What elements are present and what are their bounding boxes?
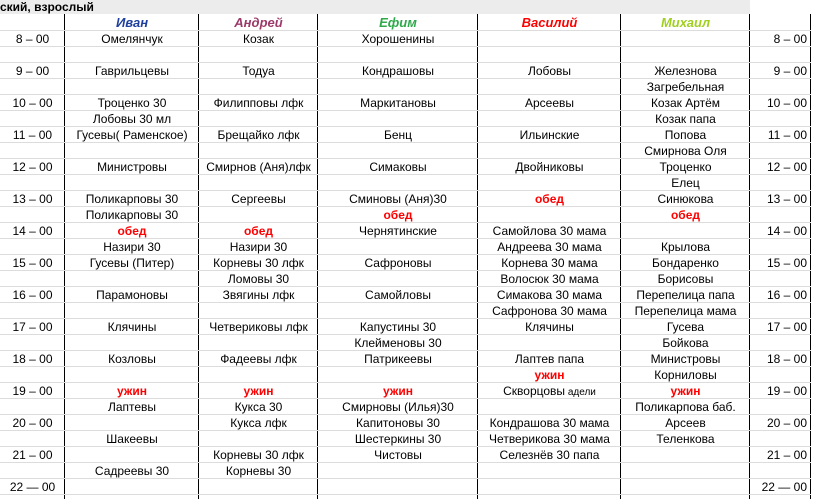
- schedule-cell[interactable]: Ильинские: [519, 128, 580, 142]
- row-divider: [0, 478, 811, 479]
- row-divider: [0, 366, 811, 367]
- schedule-cell[interactable]: Гусевы (Питер): [89, 256, 175, 270]
- time-cell[interactable]: 22 — 00: [9, 480, 56, 494]
- schedule-cell[interactable]: Симаковы: [369, 160, 427, 174]
- time-cell[interactable]: 16 – 00: [12, 288, 53, 302]
- row-divider: [0, 318, 811, 319]
- schedule-cell[interactable]: Симакова 30 мама: [496, 288, 603, 302]
- schedule-cell[interactable]: Попова: [664, 128, 707, 142]
- time-cell[interactable]: 20 – 00: [12, 416, 53, 430]
- schedule-cell[interactable]: Шестеркины 30: [354, 432, 442, 446]
- schedule-cell[interactable]: Поликарповы 30: [85, 192, 179, 206]
- schedule-cell[interactable]: ужин: [117, 384, 147, 398]
- time-cell[interactable]: 19 – 00: [766, 384, 807, 398]
- schedule-cell[interactable]: Бенц: [383, 128, 413, 142]
- schedule-cell[interactable]: Ломовы 30: [227, 272, 290, 286]
- column-divider: [620, 14, 621, 499]
- time-cell[interactable]: 9 – 00: [15, 64, 50, 78]
- schedule-cell[interactable]: Селезнёв 30 папа: [499, 448, 600, 462]
- schedule-cell[interactable]: Смирновы (Илья)30: [342, 400, 454, 414]
- schedule-cell[interactable]: обед: [534, 192, 565, 206]
- row-divider: [0, 238, 811, 239]
- schedule-cell[interactable]: Двойниковы: [515, 160, 584, 174]
- time-cell[interactable]: 22 — 00: [761, 480, 807, 494]
- time-cell[interactable]: 21 – 00: [12, 448, 53, 462]
- row-divider: [0, 78, 811, 79]
- schedule-cell[interactable]: Козак папа: [655, 112, 716, 126]
- schedule-cell[interactable]: ужин: [383, 384, 413, 398]
- column-divider: [317, 14, 318, 499]
- schedule-cell[interactable]: Лобовы: [527, 64, 572, 78]
- schedule-cell[interactable]: Смирнова Оля: [644, 144, 727, 158]
- time-cell[interactable]: 17 – 00: [12, 320, 53, 334]
- schedule-cell[interactable]: Парамоновы: [96, 288, 168, 302]
- schedule-cell[interactable]: Крылова: [660, 240, 710, 254]
- row-divider: [0, 286, 811, 287]
- row-divider: [0, 334, 811, 335]
- schedule-cell[interactable]: обед: [383, 208, 413, 222]
- schedule-cell[interactable]: Перепелица мама: [634, 304, 737, 318]
- schedule-cell[interactable]: ужин: [243, 384, 274, 398]
- schedule-cell[interactable]: Садреевы 30: [94, 464, 170, 478]
- schedule-cell[interactable]: Хорошенины: [361, 32, 435, 46]
- column-divider: [749, 14, 750, 499]
- schedule-cell[interactable]: Загребельная: [646, 80, 725, 94]
- schedule-cell[interactable]: Волосюк 30 мама: [500, 272, 599, 286]
- schedule-cell[interactable]: Самойлова 30 мама: [492, 224, 607, 238]
- column-header: Иван: [115, 15, 149, 30]
- schedule-cell[interactable]: Арсеев: [665, 416, 706, 430]
- cell-note: адели: [565, 387, 596, 398]
- time-cell[interactable]: 19 – 00: [12, 384, 53, 398]
- column-divider: [810, 14, 811, 499]
- schedule-cell[interactable]: Патрикеевы: [364, 352, 432, 366]
- schedule-cell[interactable]: обед: [117, 224, 147, 238]
- row-divider: [0, 126, 811, 127]
- schedule-cell[interactable]: Кукса лфк: [230, 416, 287, 430]
- schedule-cell[interactable]: Сафроновы: [364, 256, 432, 270]
- schedule-cell[interactable]: Троценко: [659, 160, 712, 174]
- time-cell[interactable]: 18 – 00: [766, 352, 807, 366]
- row-divider: [0, 302, 811, 303]
- schedule-cell[interactable]: Лаптевы: [107, 400, 157, 414]
- row-divider: [0, 206, 811, 207]
- schedule-cell[interactable]: Омелянчук: [101, 32, 163, 46]
- schedule-cell[interactable]: Маркитановы: [360, 96, 436, 110]
- schedule-cell[interactable]: Брещайко лфк: [217, 128, 300, 142]
- schedule-cell[interactable]: Корневы 30: [225, 464, 292, 478]
- schedule-cell[interactable]: Клейменовы 30: [354, 336, 442, 350]
- row-divider: [0, 446, 811, 447]
- schedule-cell[interactable]: Тодуа: [242, 64, 275, 78]
- schedule-cell[interactable]: ужин: [670, 384, 701, 398]
- schedule-cell[interactable]: Козак: [243, 32, 274, 46]
- schedule-cell[interactable]: Козак Артём: [650, 96, 721, 110]
- schedule-cell[interactable]: Бондаренко: [652, 256, 719, 270]
- schedule-cell[interactable]: Корневы 30 лфк: [213, 256, 304, 270]
- schedule-cell[interactable]: Сминовы (Аня)30: [349, 192, 447, 206]
- schedule-cell[interactable]: Андреева 30 мама: [497, 240, 602, 254]
- row-divider: [0, 30, 811, 31]
- schedule-cell[interactable]: Капустины 30: [359, 320, 437, 334]
- time-cell[interactable]: 20 – 00: [766, 416, 807, 430]
- row-divider: [0, 494, 811, 495]
- schedule-cell[interactable]: Синюкова: [657, 192, 714, 206]
- time-cell[interactable]: 15 – 00: [12, 256, 53, 270]
- schedule-cell[interactable]: Гусевы( Раменское): [76, 128, 188, 142]
- schedule-cell[interactable]: Кондрашовы: [362, 64, 434, 78]
- schedule-cell[interactable]: Бойкова: [662, 336, 709, 350]
- schedule-cell[interactable]: Чернятинские: [359, 224, 437, 238]
- column-divider: [198, 14, 199, 499]
- schedule-cell[interactable]: Кондрашова 30 мама: [489, 416, 610, 430]
- schedule-cell[interactable]: Кукса 30: [234, 400, 283, 414]
- row-divider: [0, 398, 811, 399]
- schedule-cell[interactable]: Назири 30: [229, 240, 288, 254]
- row-divider: [0, 270, 811, 271]
- schedule-cell[interactable]: Министровы: [650, 352, 721, 366]
- row-divider: [0, 174, 811, 175]
- schedule-cell[interactable]: Чистовы: [374, 448, 422, 462]
- schedule-cell[interactable]: Железнова: [654, 64, 717, 78]
- schedule-cell[interactable]: Корнева 30 мама: [501, 256, 598, 270]
- schedule-cell[interactable]: Капитоновы 30: [356, 416, 440, 430]
- time-cell[interactable]: 11 – 00: [767, 128, 807, 142]
- time-cell[interactable]: 8 – 00: [15, 32, 50, 46]
- time-cell[interactable]: 8 – 00: [773, 32, 807, 46]
- schedule-cell[interactable]: Смирнов (Аня)лфк: [206, 160, 311, 174]
- row-divider: [0, 414, 811, 415]
- schedule-cell[interactable]: Министровы: [97, 160, 167, 174]
- column-header: Ефим: [379, 15, 417, 30]
- schedule-cell[interactable]: Сафронова 30 мама: [492, 304, 607, 318]
- schedule-cell[interactable]: Гусева: [666, 320, 705, 334]
- schedule-cell[interactable]: Гаврильцевы: [95, 64, 169, 78]
- time-cell[interactable]: 10 – 00: [766, 96, 807, 110]
- column-header: Михаил: [660, 15, 711, 30]
- schedule-cell[interactable]: Арсеевы: [524, 96, 575, 110]
- time-cell[interactable]: 17 – 00: [766, 320, 807, 334]
- row-divider: [0, 62, 811, 63]
- row-divider: [0, 382, 811, 383]
- schedule-cell[interactable]: Елец: [671, 176, 700, 190]
- time-cell[interactable]: 9 – 00: [773, 64, 807, 78]
- schedule-cell[interactable]: Клячины: [525, 320, 574, 334]
- row-divider: [0, 430, 811, 431]
- sheet-title: ский, взрослый: [0, 0, 750, 14]
- schedule-cell[interactable]: Троценко 30: [97, 96, 167, 110]
- time-cell[interactable]: 14 – 00: [766, 224, 807, 238]
- row-divider: [0, 190, 811, 191]
- row-divider: [0, 110, 811, 111]
- schedule-cell[interactable]: Скворцовы адели: [503, 384, 596, 398]
- schedule-cell[interactable]: ужин: [534, 368, 565, 382]
- schedule-cell[interactable]: Борисовы: [657, 272, 714, 286]
- schedule-cell[interactable]: Перепелица папа: [636, 288, 735, 302]
- row-divider: [0, 222, 811, 223]
- time-cell[interactable]: 14 – 00: [12, 224, 53, 238]
- schedule-cell[interactable]: обед: [243, 224, 274, 238]
- schedule-cell[interactable]: Звягины лфк: [222, 288, 295, 302]
- schedule-cell[interactable]: Поликарповы 30: [85, 208, 179, 222]
- schedule-cell[interactable]: Клячины: [107, 320, 157, 334]
- row-divider: [0, 142, 811, 143]
- row-divider: [0, 46, 811, 47]
- column-divider: [477, 14, 478, 499]
- schedule-cell[interactable]: Шакеевы: [106, 432, 158, 446]
- row-divider: [0, 462, 811, 463]
- time-cell[interactable]: 18 – 00: [12, 352, 53, 366]
- schedule-cell[interactable]: Филипповы лфк: [213, 96, 304, 110]
- schedule-cell[interactable]: обед: [670, 208, 701, 222]
- column-header: Василий: [521, 15, 578, 30]
- schedule-cell[interactable]: Поликарпова баб.: [635, 400, 736, 414]
- schedule-cell[interactable]: Теленкова: [656, 432, 715, 446]
- column-header: Андрей: [234, 15, 283, 30]
- time-cell[interactable]: 21 – 00: [766, 448, 807, 462]
- time-cell[interactable]: 15 – 00: [766, 256, 807, 270]
- time-cell[interactable]: 12 – 00: [766, 160, 807, 174]
- schedule-cell[interactable]: Корниловы: [654, 368, 717, 382]
- schedule-cell[interactable]: Четвериковы лфк: [209, 320, 308, 334]
- schedule-cell[interactable]: Козловы: [108, 352, 156, 366]
- row-divider: [0, 254, 811, 255]
- schedule-cell[interactable]: Самойловы: [365, 288, 431, 302]
- time-cell[interactable]: 13 – 00: [12, 192, 53, 206]
- row-divider: [0, 94, 811, 95]
- row-divider: [0, 158, 811, 159]
- schedule-cell[interactable]: Четверикова 30 мама: [489, 432, 610, 446]
- time-cell[interactable]: 16 – 00: [766, 288, 807, 302]
- time-cell[interactable]: 11 – 00: [12, 128, 53, 142]
- time-cell[interactable]: 13 – 00: [766, 192, 807, 206]
- schedule-cell[interactable]: Назири 30: [103, 240, 161, 254]
- schedule-cell[interactable]: Сергеевы: [231, 192, 286, 206]
- schedule-cell[interactable]: Лобовы 30 мл: [92, 112, 172, 126]
- schedule-cell[interactable]: Лаптев папа: [514, 352, 585, 366]
- schedule-cell[interactable]: Корневы 30 лфк: [213, 448, 304, 462]
- time-cell[interactable]: 12 – 00: [12, 160, 53, 174]
- time-cell[interactable]: 10 – 00: [12, 96, 53, 110]
- column-divider: [64, 14, 65, 499]
- row-divider: [0, 350, 811, 351]
- schedule-cell[interactable]: Фадеевы лфк: [220, 352, 297, 366]
